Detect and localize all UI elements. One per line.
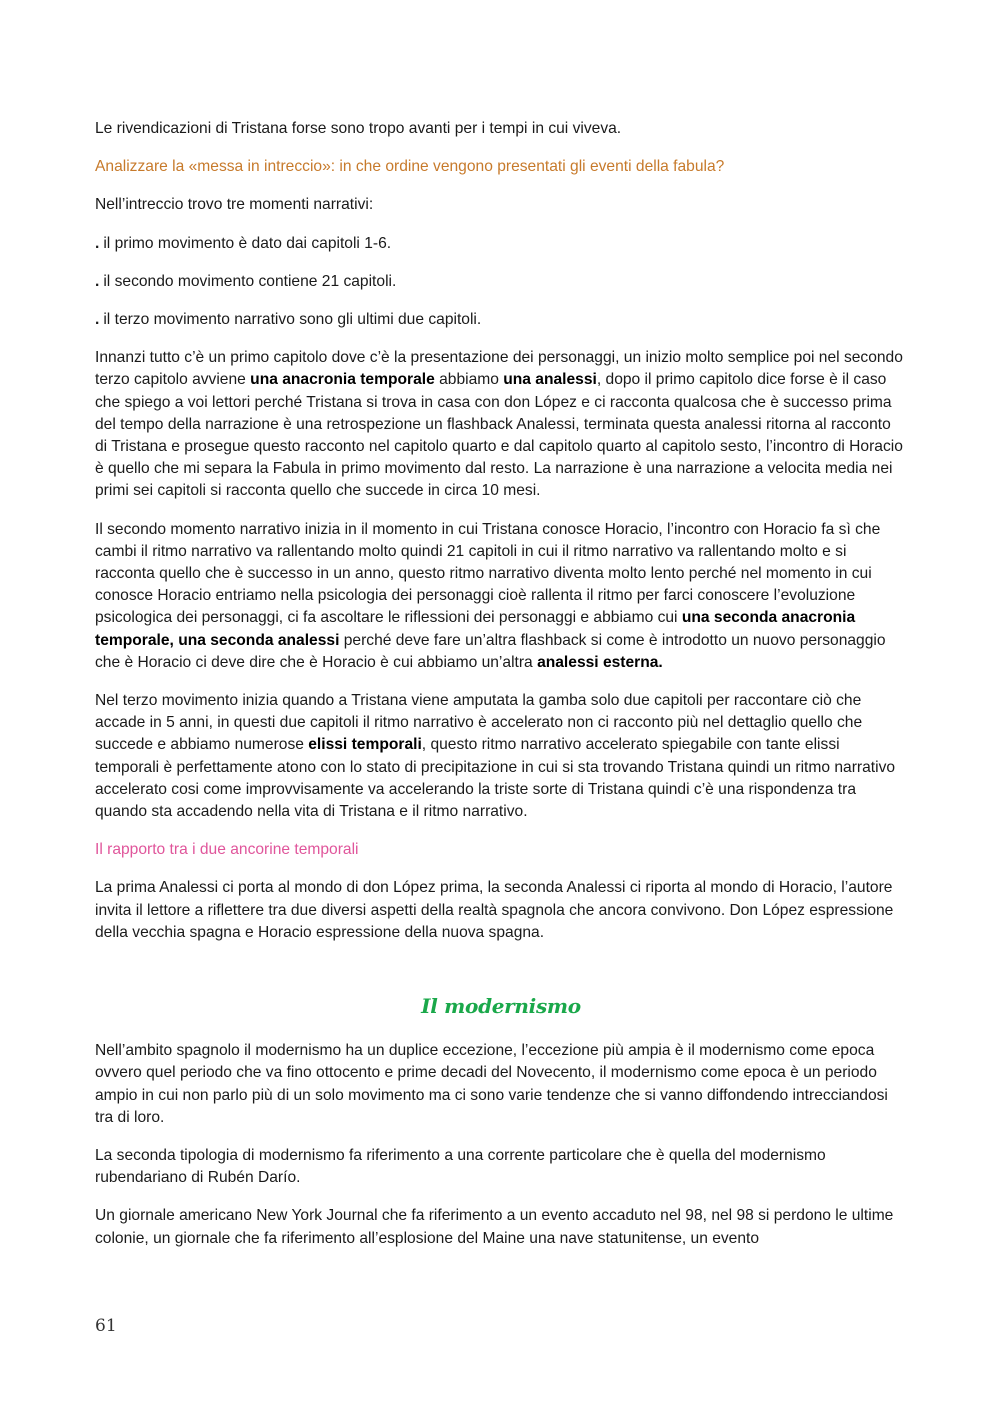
bold-anacronia: una anacronia temporale	[250, 371, 435, 389]
section-title: Il modernismo	[421, 994, 581, 1019]
bold-analessi: una analessi	[503, 371, 597, 389]
paragraph-prima-analessi: La prima Analessi ci porta al mondo di don López prima, la seconda Analessi ci riporta al mondo di Horacio, l’autore invita il lettore a riflettere tra due diversi aspetti della realtà spagnola che ancora convivono. Don López espressione della vecchia spagna e Horacio espressione della nuova spagna.	[95, 879, 894, 941]
paragraph-seconda-tipologia: La seconda tipologia di modernismo fa riferimento a una corrente particolare che è quella del modernismo rubendariano di Rubén Darío.	[95, 1146, 826, 1187]
paragraph-innanzi: Innanzi tutto c’è un primo capitolo dove c’è la presentazione dei personaggi, un inizio molto semplice poi nel secondo terzo capitolo avviene una anacronia temporale abbiamo una analessi, dopo il primo capitolo dice forse è il caso che spiego a voi lettori perché Tristana si trova in casa con don López e ci racconta qualcosa che è successo prima del tempo della narrazione è una retrospezione un flashback Analessi, terminata questa analessi ritorna al racconto di Tristana e prosegue questo racconto nel capitolo quarto e dal capitolo quarto al capitolo sesto, l’incontro di Horacio è quello che mi separa la Fabula in primo movimento dal resto. La narrazione è una narrazione a velocita media nei primi sei capitoli si racconta quello che succede in circa 10 mesi.	[95, 349, 903, 500]
paragraph-rivendicazioni: Le rivendicazioni di Tristana forse sono tropo avanti per i tempi in cui viveva.	[95, 120, 622, 137]
question-heading: Analizzare la «messa in intreccio»: in che ordine vengono presentati gli eventi della fabula?	[95, 158, 725, 176]
paragraph-intro-moments: Nell’intreccio trovo tre momenti narrativi:	[95, 196, 374, 214]
bullet-item: . il secondo movimento contiene 21 capitoli.	[95, 272, 397, 290]
paragraph-terzo-movimento: Nel terzo movimento inizia quando a Tristana viene amputata la gamba solo due capitoli per raccontare ciò che accade in 5 anni, in questi due capitoli il ritmo narrativo è accelerato non ci racconto più nel dettaglio quello che succede e abbiamo numerose elissi temporali, questo ritmo narrativo accelerato spiegabile con tante elissi temporali è perfettamente atono con lo stato di precipitazione in cui si sta trovando Tristana quindi un ritmo narrativo accelerato cosi come improvvisamente va accelerando la triste sorte di Tristana quindi c’è una rispondenza tra quando sta accadendo nella vita di Tristana e il ritmo narrativo.	[95, 692, 896, 821]
bold-analessi-esterna: analessi esterna.	[537, 653, 663, 671]
bold-elissi-temporali: elissi temporali	[308, 736, 422, 754]
paragraph-ambito: Nell’ambito spagnolo il modernismo ha un duplice eccezione, l’eccezione più ampia è il modernismo come epoca ovvero quel periodo che va fino ottocento e prime decadi del Novecento, il modernismo come epoca è un periodo ampio in cui non parlo più di un solo movimento ma ci sono varie tendenze che si vanno diffondendo intrecciandosi tra di loro.	[95, 1042, 888, 1126]
bullet-dot-icon: .	[95, 234, 100, 252]
bullet-item: . il primo movimento è dato dai capitoli 1-6.	[95, 234, 392, 252]
paragraph-secondo-momento: Il secondo momento narrativo inizia in il momento in cui Tristana conosce Horacio, l’incontro con Horacio fa sì che cambi il ritmo narrativo va rallentando molto quindi 21 capitoli in cui il ritmo narrativo va rallentando molto e si racconta quello che è successo in un anno, questo ritmo narrativo diventa molto lento perché nel momento in cui conosce Horacio entriamo nella psicologia dei personaggi cioè rallenta il ritmo per farci conoscere l’evoluzione psicologica dei personaggi, ci fa ascoltare le riflessioni dei personaggi e abbiamo cui una seconda anacronia temporale, una seconda analessi perché deve fare un’altra flashback si come è introdotto un nuovo personaggio che è Horacio ci deve dire che è Horacio è cui abbiamo un’altra analessi esterna.	[95, 520, 886, 671]
paragraph-giornale: Un giornale americano New York Journal che fa riferimento a un evento accaduto nel 98, nel 98 si perdono le ultime colonie, un giornale che fa riferimento all’esplosione del Maine una nave statunitense, un evento	[95, 1207, 894, 1247]
bold-seconda-anacronia: una seconda anacronia temporale, una seconda analessi	[95, 609, 856, 649]
bullet-item: . il terzo movimento narrativo sono gli ultimi due capitoli.	[95, 311, 482, 329]
subheading-rapporto: Il rapporto tra i due ancorine temporali	[95, 841, 359, 859]
bullet-dot-icon: .	[95, 272, 100, 290]
page-number: 61	[95, 1316, 117, 1336]
document-page	[95, 118, 907, 1250]
bullet-dot-icon: .	[95, 311, 100, 329]
